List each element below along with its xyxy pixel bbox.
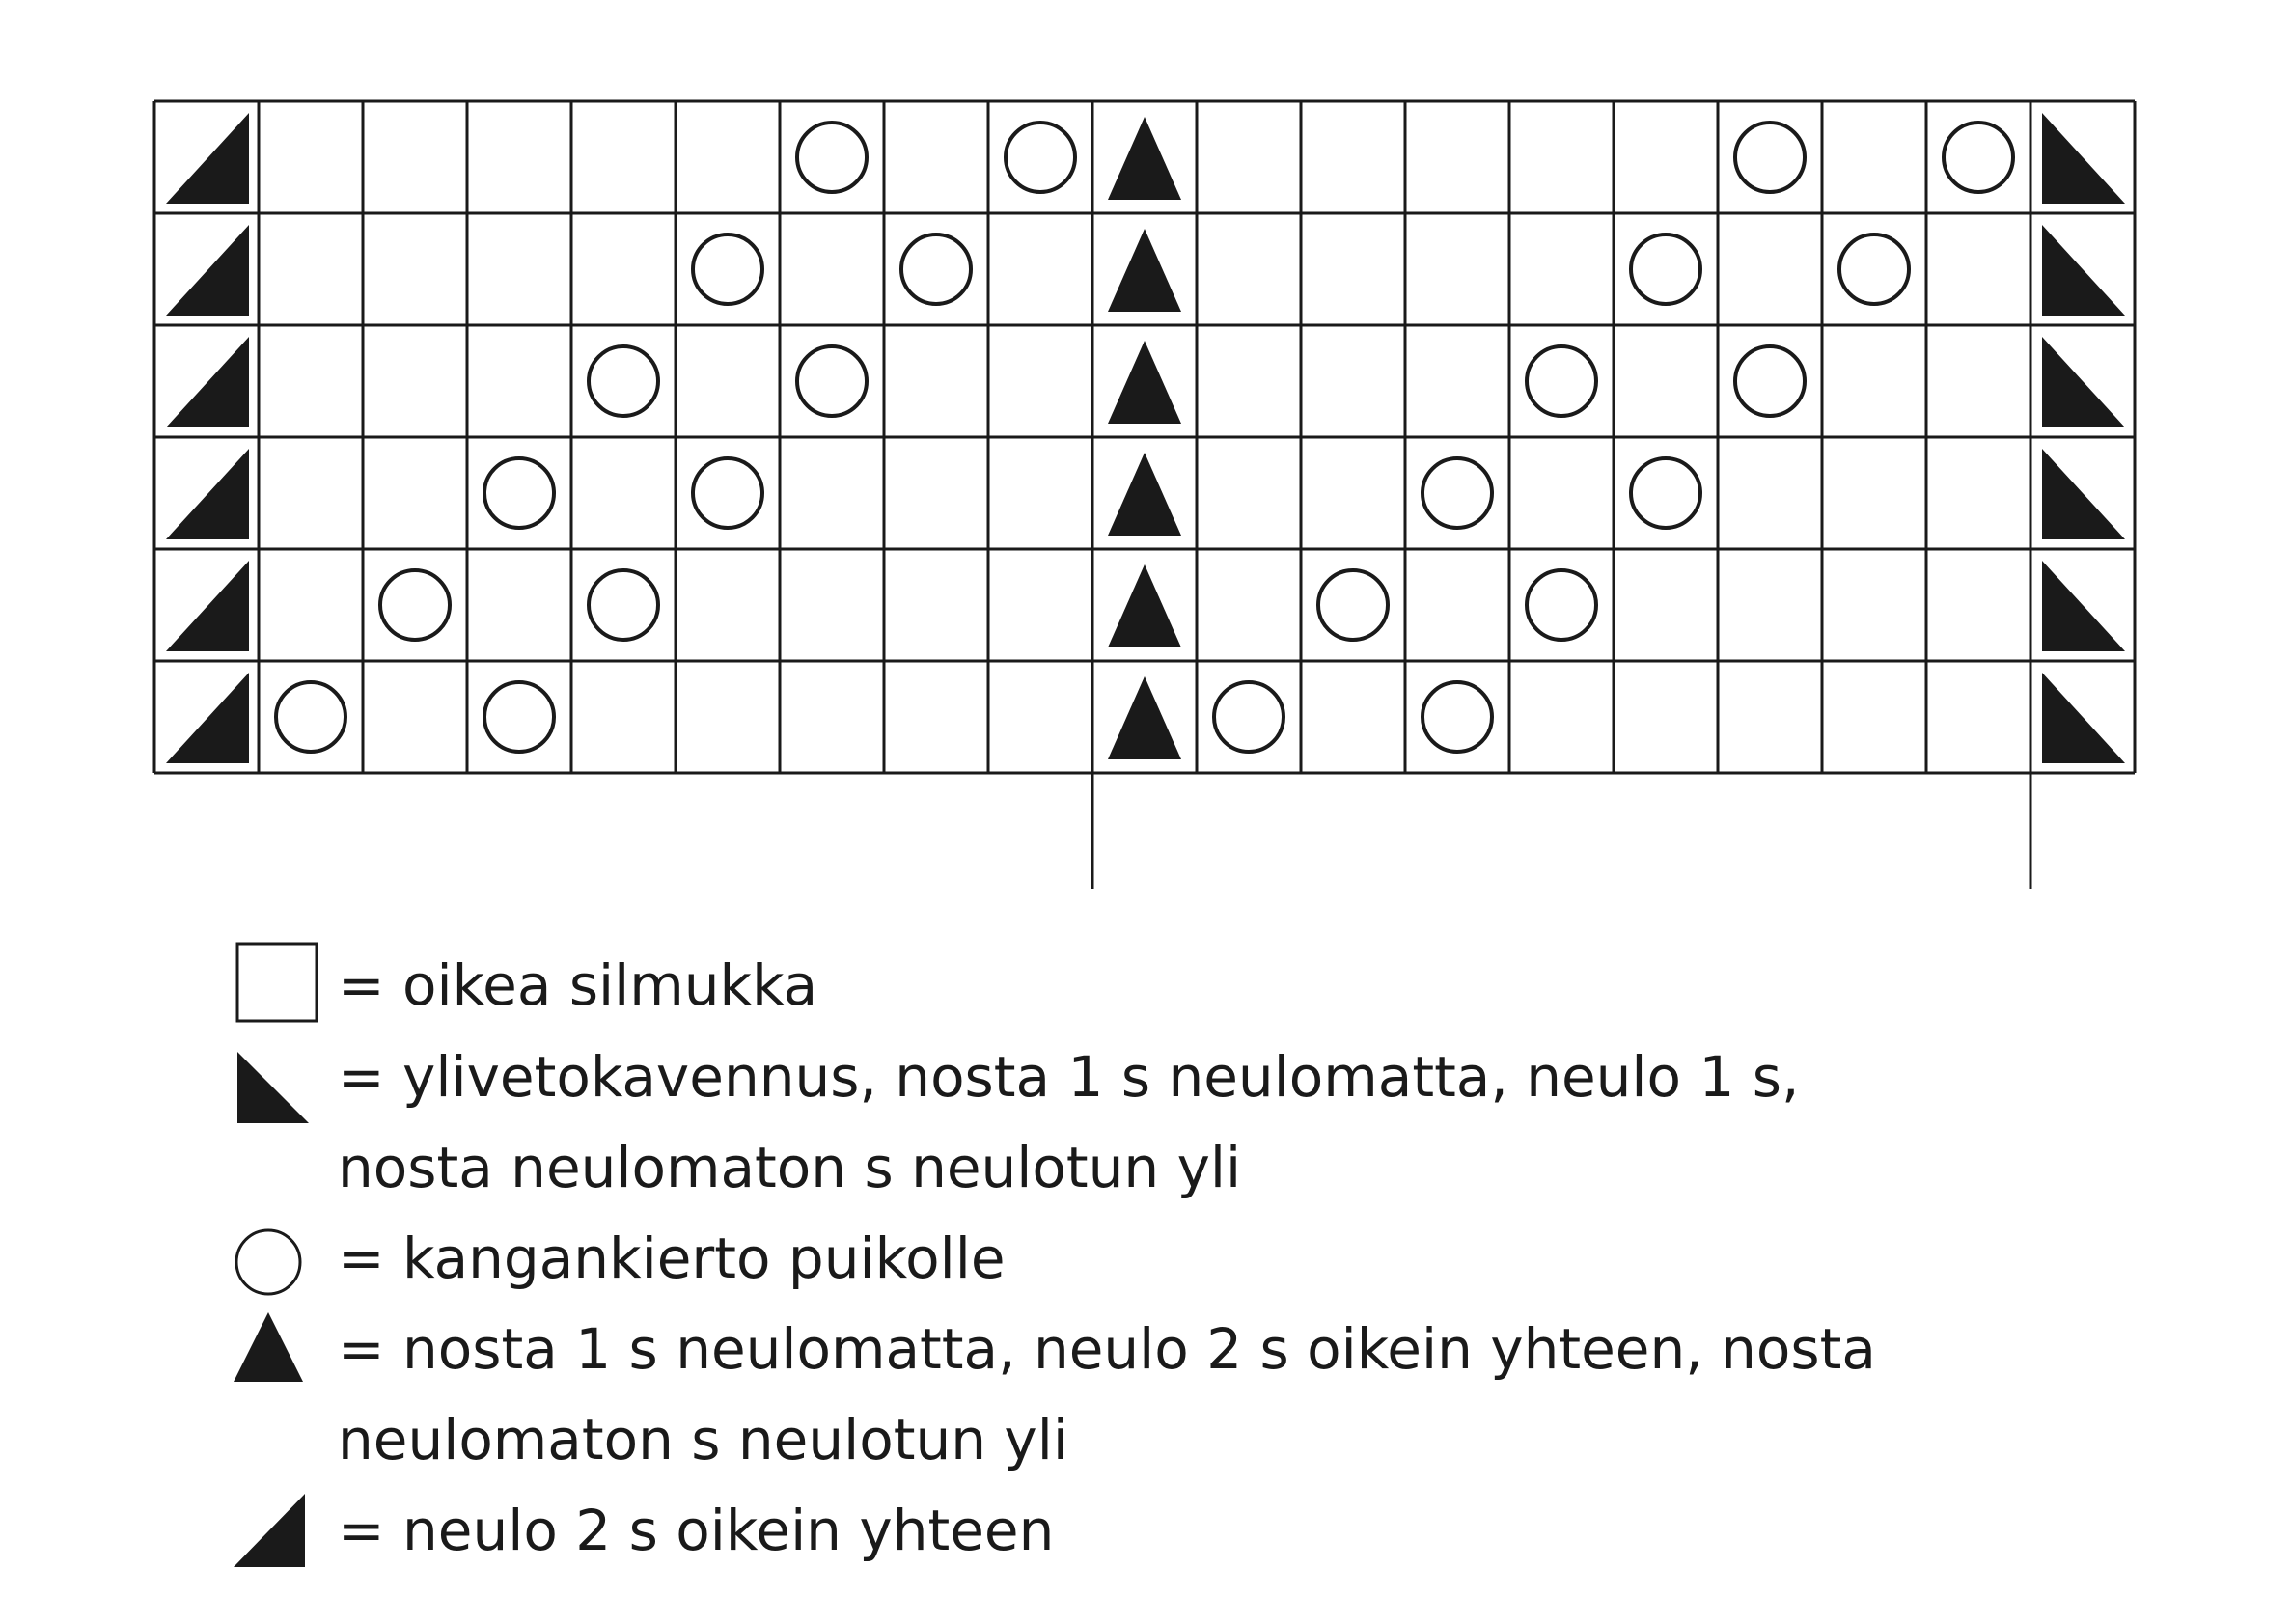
right-triangle-down-icon (235, 1050, 313, 1127)
yarn-over-symbol (276, 682, 345, 752)
legend-item-k2tog: = neulo 2 s oikein yhteen (338, 1498, 1055, 1563)
central-decrease-symbol (1108, 341, 1181, 424)
yarn-over-symbol (1214, 682, 1284, 752)
yarn-over-symbol (1631, 458, 1700, 528)
empty-square-icon (235, 942, 322, 1027)
k2tog-decrease-symbol (166, 225, 249, 316)
triangle-up-icon (232, 1310, 305, 1384)
yarn-over-symbol (1735, 123, 1805, 192)
skpo-decrease-symbol (2042, 561, 2125, 651)
legend-item-skpo-continuation: nosta neulomaton s neulotun yli (338, 1135, 1242, 1200)
legend-item-central-decrease: = nosta 1 s neulomatta, neulo 2 s oikein yhteen, nosta (338, 1316, 1876, 1382)
k2tog-decrease-symbol (166, 113, 249, 204)
yarn-over-symbol (1318, 570, 1388, 640)
skpo-decrease-symbol (2042, 337, 2125, 427)
yarn-over-symbol (589, 570, 658, 640)
skpo-decrease-symbol (2042, 113, 2125, 204)
k2tog-decrease-symbol (166, 337, 249, 427)
yarn-over-symbol (693, 458, 762, 528)
skpo-decrease-symbol (2042, 225, 2125, 316)
yarn-over-symbol (1006, 123, 1075, 192)
yarn-over-symbol (1422, 682, 1492, 752)
yarn-over-symbol (1944, 123, 2013, 192)
central-decrease-symbol (1108, 117, 1181, 200)
legend-item-skpo: = ylivetokavennus, nosta 1 s neulomatta, neulo 1 s, (338, 1044, 1800, 1110)
legend-item-central-decrease-continuation: neulomaton s neulotun yli (338, 1407, 1068, 1473)
k2tog-decrease-symbol (166, 673, 249, 763)
yarn-over-symbol (901, 234, 971, 304)
yarn-over-symbol (1527, 570, 1596, 640)
yarn-over-symbol (1631, 234, 1700, 304)
skpo-decrease-symbol (2042, 449, 2125, 539)
central-decrease-symbol (1108, 676, 1181, 759)
yarn-over-symbol (1735, 346, 1805, 416)
yarn-over-symbol (484, 682, 554, 752)
skpo-decrease-symbol (2042, 673, 2125, 763)
legend-item-knit: = oikea silmukka (338, 952, 818, 1018)
yarn-over-symbol (484, 458, 554, 528)
k2tog-decrease-symbol (166, 561, 249, 651)
k2tog-decrease-symbol (166, 449, 249, 539)
right-triangle-up-icon (232, 1492, 309, 1569)
yarn-over-symbol (589, 346, 658, 416)
central-decrease-symbol (1108, 564, 1181, 647)
yarn-over-symbol (380, 570, 450, 640)
central-decrease-symbol (1108, 229, 1181, 312)
yarn-over-symbol (1527, 346, 1596, 416)
yarn-over-symbol (1839, 234, 1909, 304)
yarn-over-symbol (797, 346, 867, 416)
central-decrease-symbol (1108, 453, 1181, 536)
legend-item-yarn-over: = kangankierto puikolle (338, 1225, 1006, 1291)
yarn-over-symbol (693, 234, 762, 304)
yarn-over-symbol (1422, 458, 1492, 528)
yarn-over-symbol (797, 123, 867, 192)
circle-icon (232, 1225, 305, 1299)
